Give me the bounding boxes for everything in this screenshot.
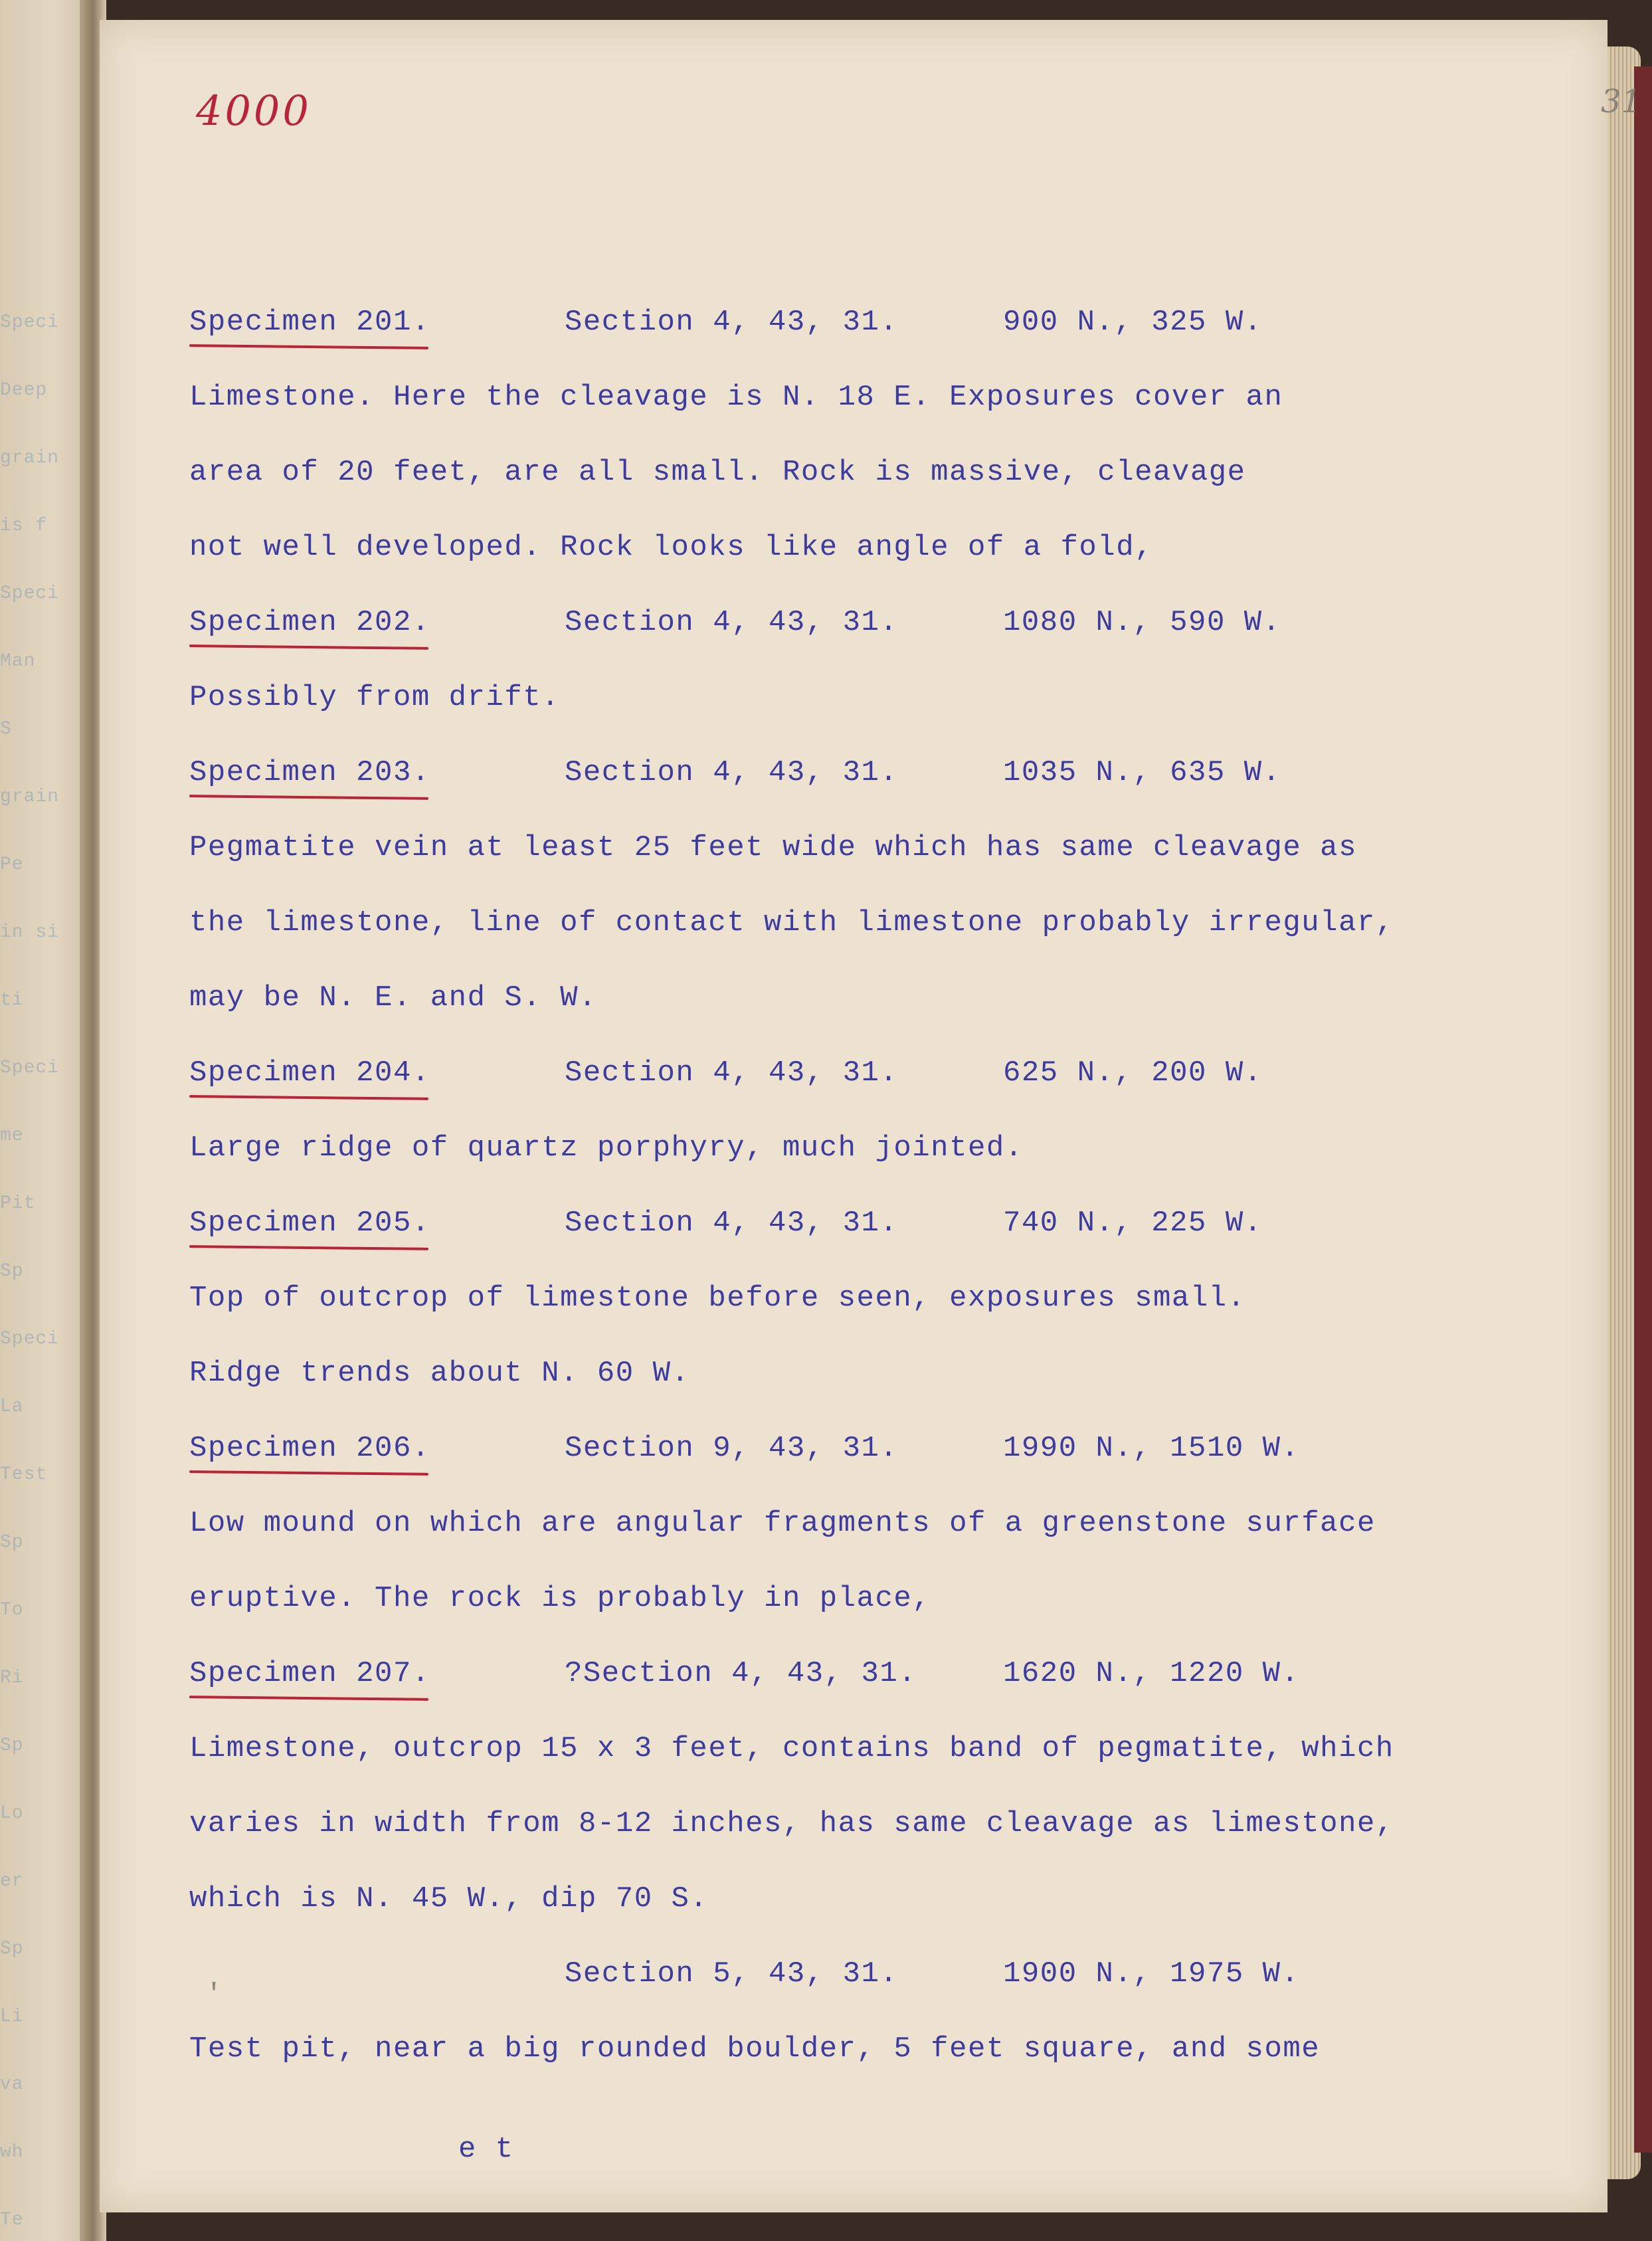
specimen-header xyxy=(189,756,1281,789)
page-number: 31 xyxy=(1601,83,1642,120)
facing-page-fragment: Test xyxy=(0,1464,48,1485)
facing-page-fragment: Speci xyxy=(0,1329,60,1349)
facing-page-fragment: Sp xyxy=(0,1261,24,1282)
facing-page-fragment: Lo xyxy=(0,1803,24,1824)
coordinates: 1900 N., 1975 W. xyxy=(1003,1957,1300,1991)
specimen-label: Specimen 205. xyxy=(189,1207,565,1240)
red-underline xyxy=(189,1470,428,1476)
description-line: the limestone, line of contact with limestone probably irregular, xyxy=(189,906,1394,939)
book-cover-edge xyxy=(1634,66,1652,2153)
facing-page-fragment: Sp xyxy=(0,1532,24,1553)
notebook-page xyxy=(100,20,1642,2212)
description-line: Large ridge of quartz porphyry, much jointed. xyxy=(189,1131,1024,1165)
facing-page-fragment: Pit xyxy=(0,1193,36,1214)
facing-page-fragment: in si xyxy=(0,922,60,943)
section-ref: Section 4, 43, 31. xyxy=(565,756,899,789)
facing-page-fragment: wh xyxy=(0,2142,24,2163)
section-ref: Section 4, 43, 31. xyxy=(565,1056,899,1090)
red-underline xyxy=(189,1095,428,1100)
facing-page-fragment: Deep xyxy=(0,380,48,401)
facing-page-fragment: To xyxy=(0,1600,24,1620)
red-underline xyxy=(189,1696,428,1701)
specimen-header xyxy=(189,606,1281,639)
facing-page-fragment: Speci xyxy=(0,312,60,333)
description-line: area of 20 feet, are all small. Rock is massive, cleavage xyxy=(189,456,1246,489)
facing-page-fragment: grain xyxy=(0,787,60,807)
facing-page-fragment: is f xyxy=(0,516,48,536)
description-line: Ridge trends about N. 60 W. xyxy=(189,1357,690,1390)
facing-page-fragment: Sp xyxy=(0,1939,24,1959)
section-ref: Section 4, 43, 31. xyxy=(565,606,899,639)
coordinates: 1080 N., 590 W. xyxy=(1003,606,1281,639)
red-ink-note: 4000 xyxy=(196,86,312,135)
facing-page-fragment: Li xyxy=(0,2006,24,2027)
description-line: Top of outcrop of limestone before seen, exposures small. xyxy=(189,1282,1246,1315)
description-line: may be N. E. and S. W. xyxy=(189,981,597,1015)
coordinates: 625 N., 200 W. xyxy=(1003,1056,1263,1090)
section-ref: Section 9, 43, 31. xyxy=(565,1432,899,1465)
facing-page-fragment: Man xyxy=(0,651,36,672)
coordinates: 1035 N., 635 W. xyxy=(1003,756,1281,789)
specimen-label: Specimen 206. xyxy=(189,1432,565,1465)
specimen-label: Specimen 203. xyxy=(189,756,565,789)
description-line: varies in width from 8-12 inches, has same cleavage as limestone, xyxy=(189,1807,1394,1840)
coordinates: 740 N., 225 W. xyxy=(1003,1207,1263,1240)
specimen-header xyxy=(189,1056,1263,1090)
facing-page-fragment: Pe xyxy=(0,854,24,875)
facing-page-fragment: Sp xyxy=(0,1735,24,1756)
facing-page-fragment: Speci xyxy=(0,583,60,604)
section-ref: Section 4, 43, 31. xyxy=(565,306,899,339)
bottom-fragment: e t xyxy=(458,2133,514,2166)
description-line: Possibly from drift. xyxy=(189,681,561,714)
description-line: Limestone. Here the cleavage is N. 18 E. Exposures cover an xyxy=(189,381,1283,414)
facing-page-fragment: Speci xyxy=(0,1058,60,1078)
facing-page-fragment: Te xyxy=(0,2210,24,2230)
specimen-label: Specimen 202. xyxy=(189,606,565,639)
description-line: Test pit, near a big rounded boulder, 5 feet square, and some xyxy=(189,2032,1321,2066)
red-underline xyxy=(189,344,428,349)
facing-page-fragment: va xyxy=(0,2074,24,2095)
facing-page-fragment: La xyxy=(0,1397,24,1417)
specimen-label: Specimen 204. xyxy=(189,1056,565,1090)
specimen-header xyxy=(189,1207,1263,1240)
coordinates: 900 N., 325 W. xyxy=(1003,306,1263,339)
section-ref: ?Section 4, 43, 31. xyxy=(565,1657,917,1690)
coordinates: 1620 N., 1220 W. xyxy=(1003,1657,1300,1690)
description-line: Limestone, outcrop 15 x 3 feet, contains band of pegmatite, which xyxy=(189,1732,1394,1765)
facing-page-fragment: er xyxy=(0,1871,24,1892)
specimen-header xyxy=(189,1657,1299,1690)
description-line: not well developed. Rock looks like angle of a fold, xyxy=(189,531,1154,564)
description-line: Pegmatite vein at least 25 feet wide which has same cleavage as xyxy=(189,831,1357,864)
description-line: eruptive. The rock is probably in place, xyxy=(189,1582,931,1615)
red-underline xyxy=(189,644,428,650)
coordinates: 1990 N., 1510 W. xyxy=(1003,1432,1300,1465)
facing-page-fragment: me xyxy=(0,1125,24,1146)
facing-page-fragment: Ri xyxy=(0,1668,24,1688)
specimen-label: Specimen 207. xyxy=(189,1657,565,1690)
facing-page-fragment: S xyxy=(0,719,12,739)
section-ref: Section 5, 43, 31. xyxy=(565,1957,899,1991)
margin-mark: ' xyxy=(206,1980,223,2010)
section-ref: Section 4, 43, 31. xyxy=(565,1207,899,1240)
facing-page-fragment: grain xyxy=(0,448,60,468)
description-line: which is N. 45 W., dip 70 S. xyxy=(189,1882,709,1915)
red-underline xyxy=(189,795,428,800)
specimen-header xyxy=(189,306,1263,339)
description-line: Low mound on which are angular fragments of a greenstone surface xyxy=(189,1507,1376,1540)
specimen-header xyxy=(189,1432,1299,1465)
red-underline xyxy=(189,1245,428,1250)
facing-page-fragment: ti xyxy=(0,990,24,1011)
specimen-header xyxy=(189,1957,1299,1991)
specimen-label: Specimen 201. xyxy=(189,306,565,339)
